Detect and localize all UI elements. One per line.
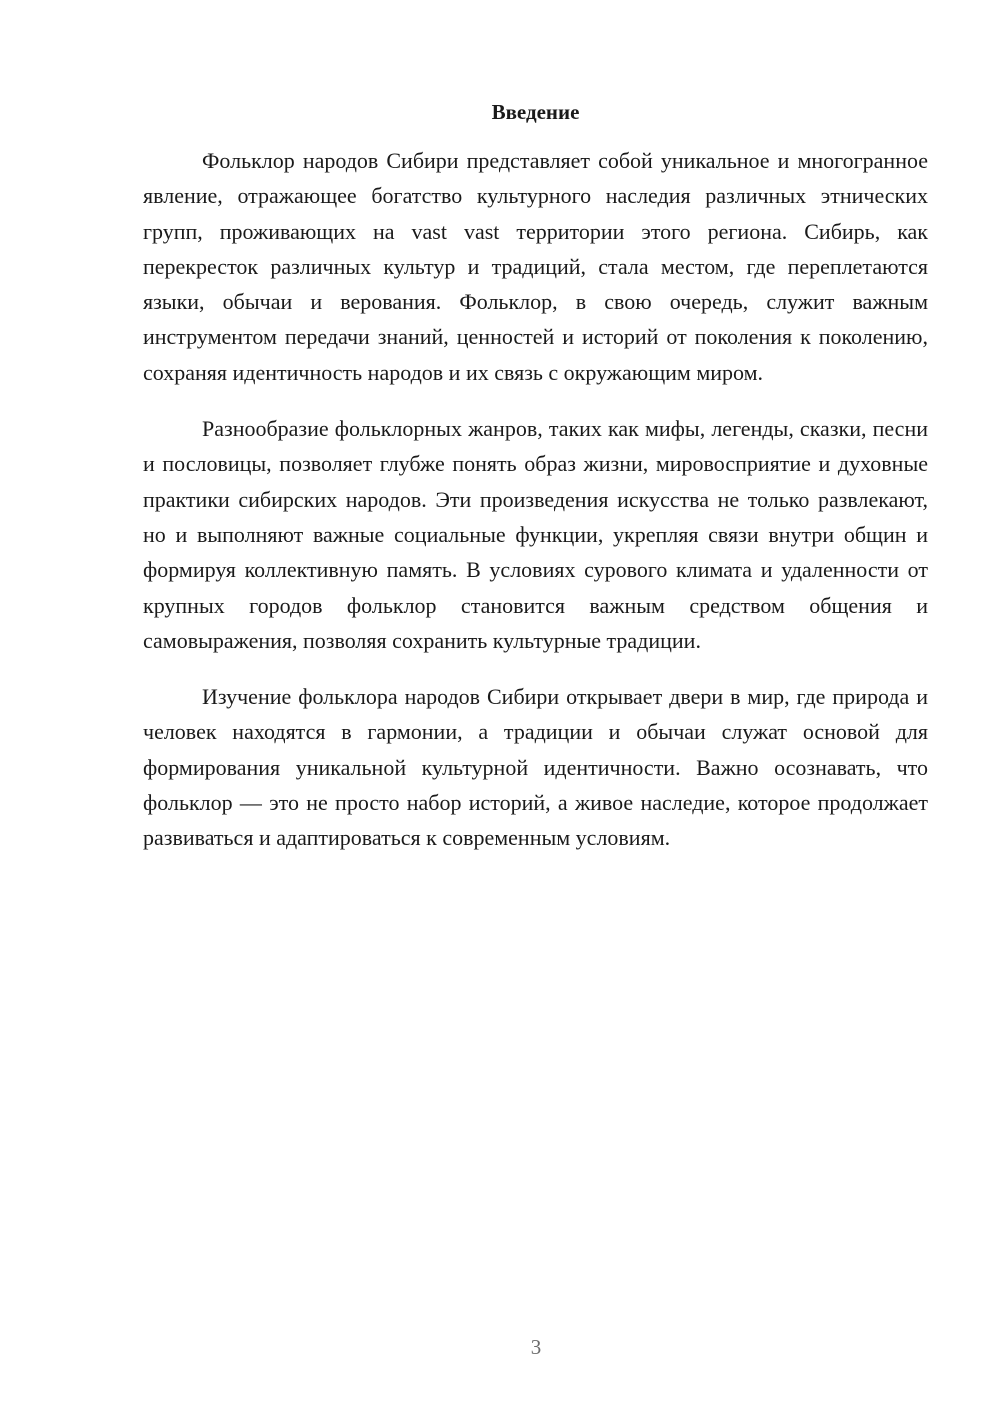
page-number: 3 [530, 1335, 542, 1359]
section-heading: Введение [491, 100, 580, 124]
paragraph: Фольклор народов Сибири представляет собой уникальное и многогранное явление, отражающее богатство культурного наследия различных этнических групп, проживающих на vast vast территории этого региона. Сибирь, как перекресток различных культур и традиций, стала местом, где переплетаются языки, обычаи и верования. Фольклор, в свою очередь, служит важным инструментом передачи знаний, ценностей и историй от поколения к поколению, сохраняя идентичность народов и их связь с окружающим миром. [143, 148, 928, 385]
paragraph: Изучение фольклора народов Сибири открывает двери в мир, где природа и человек находятся в гармонии, а традиции и обычаи служат основой для формирования уникальной культурной идентичности. Важно осознавать, что фольклор — это не просто набор историй, а живое наследие, которое продолжает развиваться и адаптироваться к современным условиям. [143, 684, 928, 851]
body-text [143, 143, 928, 877]
paragraph: Разнообразие фольклорных жанров, таких как мифы, легенды, сказки, песни и пословицы, позволяет глубже понять образ жизни, мировосприятие и духовные практики сибирских народов. Эти произведения искусства не только развлекают, но и выполняют важные социальные функции, укрепляя связи внутри общин и формируя коллективную память. В условиях сурового климата и удаленности от крупных городов фольклор становится важным средством общения и самовыражения, позволяя сохранить культурные традиции. [143, 416, 928, 653]
